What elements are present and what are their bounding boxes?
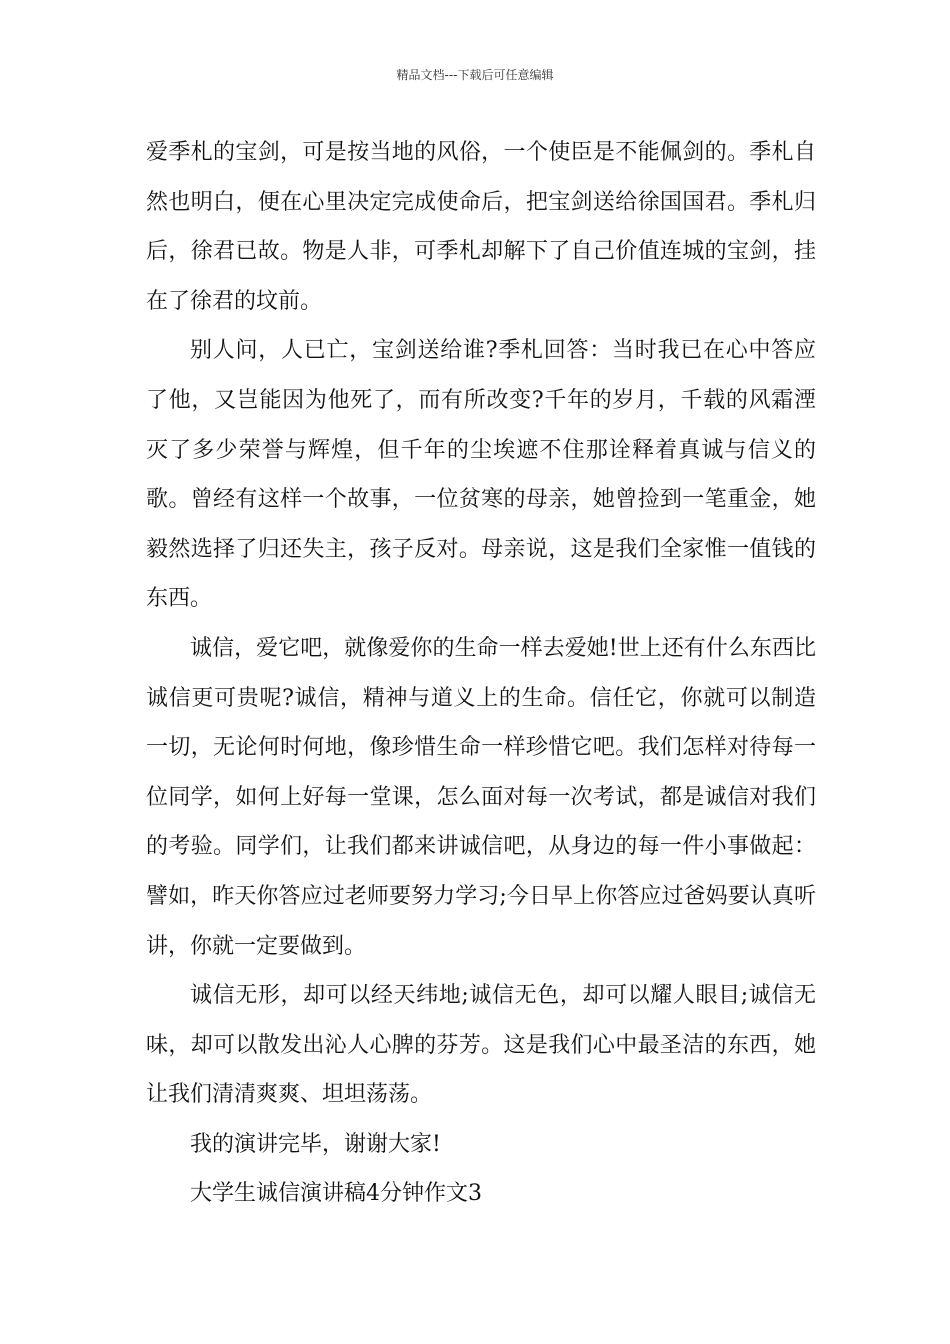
paragraph-4: 诚信无形，却可以经天纬地;诚信无色，却可以耀人眼目;诚信无味，却可以散发出沁人心脾的芬芳。这是我们心中最圣洁的东西，她让我们清清爽爽、坦坦荡荡。: [146, 983, 816, 1108]
paragraph-2: 别人问，人已亡，宝剑送给谁?季札回答：当时我已在心中答应了他，又岂能因为他死了，而有所改变?千年的岁月，千载的风霜湮灭了多少荣誉与辉煌，但千年的尘埃遮不住那诠释着真诚与信义的歌。曾经有这样一个故事，一位贫寒的母亲，她曾捡到一笔重金，她毅然选择了归还失主，孩子反对。母亲说，这是我们全家惟一值钱的东西。: [146, 338, 816, 612]
page-header: 精品文档---下载后可任意编辑: [396, 68, 554, 82]
document-body: [146, 128, 816, 1219]
paragraph-1: 爱季札的宝剑，可是按当地的风俗，一个使臣是不能佩剑的。季札自然也明白，便在心里决定完成使命后，把宝剑送给徐国国君。季札归后，徐君已故。物是人非，可季札却解下了自己价值连城的宝剑，挂在了徐君的坟前。: [146, 140, 816, 314]
section-title: 大学生诚信演讲稿4分钟作文3: [190, 1181, 482, 1207]
paragraph-3: 诚信，爱它吧，就像爱你的生命一样去爱她!世上还有什么东西比诚信更可贵呢?诚信，精神与道义上的生命。信任它，你就可以制造一切，无论何时何地，像珍惜生命一样珍惜它吧。我们怎样对待每一位同学，如何上好每一堂课，怎么面对每一次考试，都是诚信对我们的考验。同学们，让我们都来讲诚信吧，从身边的每一件小事做起：譬如，昨天你答应过老师要努力学习;今日早上你答应过爸妈要认真听讲，你就一定要做到。: [146, 635, 816, 959]
paragraph-5: 我的演讲完毕，谢谢大家!: [190, 1131, 441, 1157]
